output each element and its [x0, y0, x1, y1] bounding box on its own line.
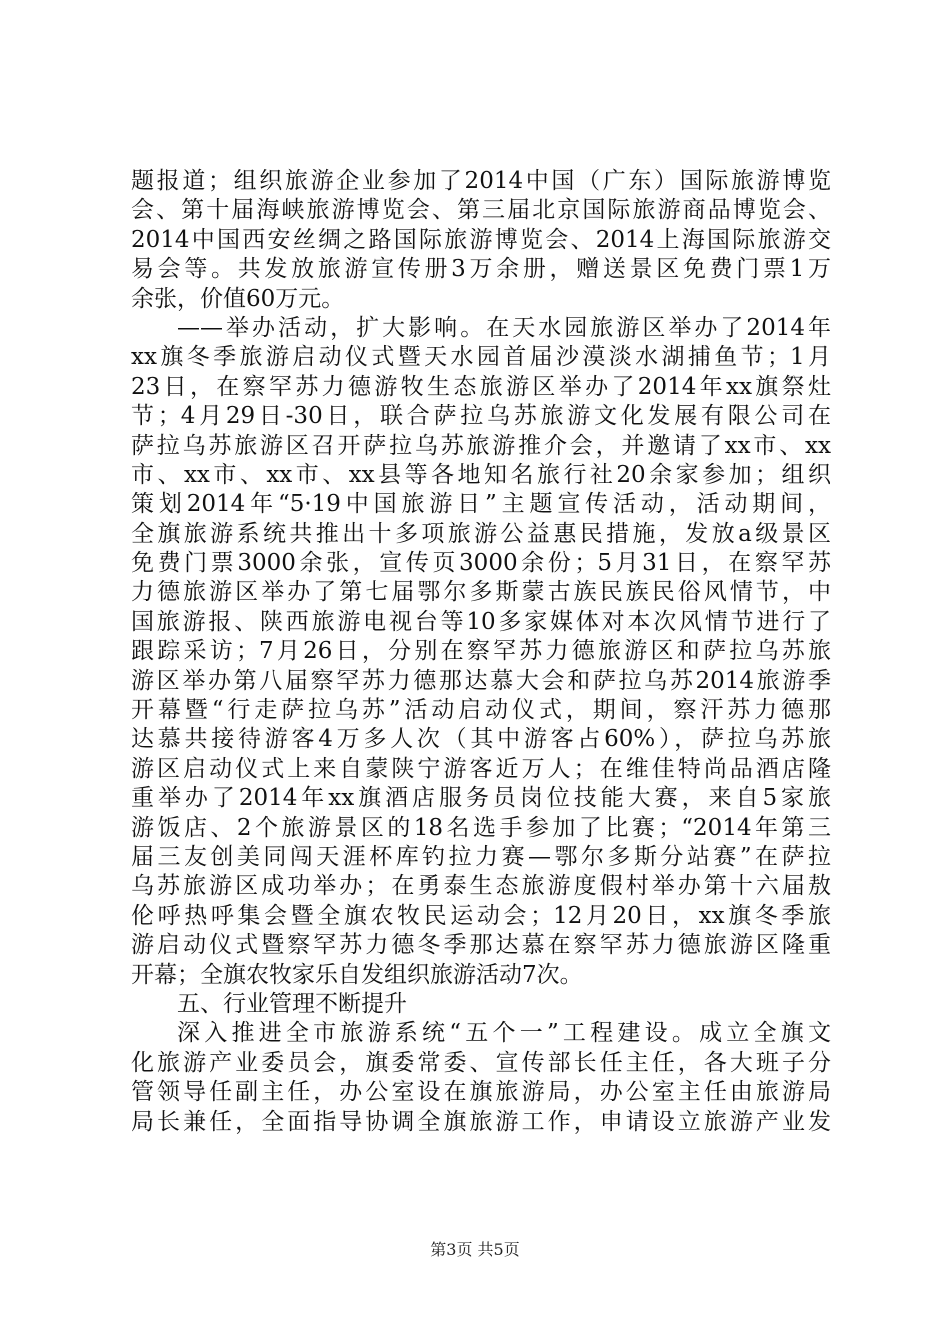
text-line: 游区举办第八届察罕苏力德那达慕大会和萨拉乌苏2014旅游季: [131, 667, 831, 694]
text-line: 2014中国西安丝绸之路国际旅游博览会、2014上海国际旅游交: [131, 226, 831, 253]
text-line: 全旗旅游系统共推出十多项旅游公益惠民措施，发放a级景区: [131, 520, 831, 547]
text-line: 化旅游产业委员会，旗委常委、宣传部长任主任，各大班子分: [131, 1049, 831, 1076]
text-line: 策划2014年“5·19中国旅游日”主题宣传活动，活动期间，: [131, 491, 831, 518]
text-line: 游区启动仪式上来自蒙陕宁游客近万人；在维佳特尚品酒店隆: [131, 755, 831, 782]
text-line: 开幕暨“行走萨拉乌苏”活动启动仪式，期间，察汗苏力德那: [131, 697, 831, 724]
text-line: 余张，价值60万元。: [131, 285, 345, 312]
text-line: 力德旅游区举办了第七届鄂尔多斯蒙古族民族民俗风情节，中: [131, 579, 831, 606]
page-number-footer: 第3页 共5页: [430, 1240, 520, 1259]
text-line: 达慕共接待游客4万多人次（其中游客占60%），萨拉乌苏旅: [131, 726, 831, 753]
text-line: 局长兼任，全面指导协调全旗旅游工作，申请设立旅游产业发: [131, 1108, 831, 1135]
text-line: 伦呼热呼集会暨全旗农牧民运动会；12月20日，xx旗冬季旅: [131, 902, 831, 929]
text-line: 届三友创美同闯天涯杯库钓拉力赛—鄂尔多斯分站赛”在萨拉: [131, 843, 831, 870]
text-line: 重举办了2014年xx旗酒店服务员岗位技能大赛，来自5家旅: [131, 785, 831, 812]
text-line: 管领导任副主任，办公室设在旗旅游局，办公室主任由旅游局: [131, 1079, 831, 1106]
text-line: 游启动仪式暨察罕苏力德冬季那达慕在察罕苏力德旅游区隆重: [131, 932, 831, 959]
section-heading: 五、行业管理不断提升: [177, 990, 407, 1017]
text-line: 跟踪采访；7月26日，分别在察罕苏力德旅游区和萨拉乌苏旅: [131, 638, 831, 665]
text-line: 节；4月29日-30日，联合萨拉乌苏旅游文化发展有限公司在: [131, 403, 831, 430]
text-line: ——举办活动，扩大影响。在天水园旅游区举办了2014年: [177, 314, 831, 341]
text-line: 会、第十届海峡旅游博览会、第三届北京国际旅游商品博览会、: [131, 197, 831, 224]
text-line: 深入推进全市旅游系统“五个一”工程建设。成立全旗文: [177, 1020, 831, 1047]
text-line: 易会等。共发放旅游宣传册3万余册，赠送景区免费门票1万: [131, 256, 831, 283]
text-line: 免费门票3000余张，宣传页3000余份；5月31日，在察罕苏: [131, 550, 831, 577]
text-line: 题报道；组织旅游企业参加了2014中国（广东）国际旅游博览: [131, 168, 831, 194]
text-line: 乌苏旅游区成功举办；在勇泰生态旅游度假村举办第十六届敖: [131, 873, 831, 900]
text-line: xx旗冬季旅游启动仪式暨天水园首届沙漠淡水湖捕鱼节；1月: [131, 344, 831, 371]
text-line: 游饭店、2个旅游景区的18名选手参加了比赛；“2014年第三: [131, 814, 831, 841]
document-body: [131, 167, 831, 1137]
text-line: 市、xx市、xx市、xx县等各地知名旅行社20余家参加；组织: [131, 461, 831, 488]
text-line: 23日，在察罕苏力德游牧生态旅游区举办了2014年xx旗祭灶: [131, 373, 831, 400]
text-line: 萨拉乌苏旅游区召开萨拉乌苏旅游推介会，并邀请了xx市、xx: [131, 432, 831, 459]
text-line: 开幕；全旗农牧家乐自发组织旅游活动7次。: [131, 961, 583, 988]
text-line: 国旅游报、陕西旅游电视台等10多家媒体对本次风情节进行了: [131, 608, 831, 635]
